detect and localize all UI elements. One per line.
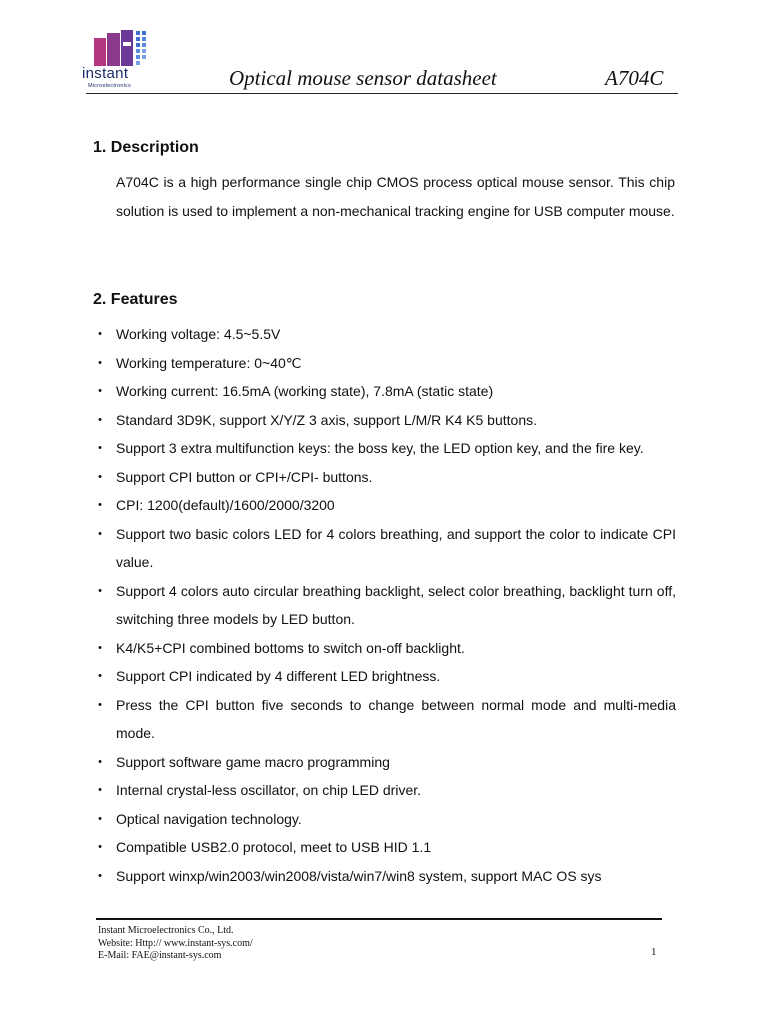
footer-website: Website: Http:// www.instant-sys.com/ [98,937,253,949]
company-logo [82,30,152,90]
feature-text: Working temperature: 0~40℃ [116,354,302,371]
feature-item [94,748,676,777]
feature-text: Support 4 colors auto circular breathing backlight, select color breathing, backlight turn off, switching three models by LED button. [116,582,676,627]
feature-item [94,634,676,663]
bullet-icon: • [98,841,102,853]
feature-text: Support software game macro programming [116,753,390,770]
feature-item [94,434,676,463]
part-number: A704C [605,66,664,90]
footer-contact [98,925,253,963]
feature-item [94,577,676,634]
feature-text: Support 3 extra multifunction keys: the boss key, the LED option key, and the fire key. [116,440,644,456]
bullet-icon: • [98,470,102,483]
page-number: 1 [651,946,657,958]
bullet-icon: • [98,328,102,340]
bullet-icon: • [98,812,102,825]
feature-item [94,463,676,492]
feature-item [94,862,676,891]
logo-subtitle: Microelectronics [88,83,131,89]
bullet-icon: • [98,356,102,369]
feature-text: Optical navigation technology. [116,810,302,827]
feature-item [94,805,676,834]
footer-divider [96,918,662,920]
feature-text: Support CPI indicated by 4 different LED brightness. [116,668,441,684]
feature-text: Standard 3D9K, support X/Y/Z 3 axis, support L/M/R K4 K5 buttons. [116,411,537,428]
features-list [94,320,676,890]
feature-item [94,377,676,406]
feature-item [94,320,676,349]
feature-text: Working voltage: 4.5~5.5V [116,326,281,342]
feature-item [94,833,676,862]
feature-text: Compatible USB2.0 protocol, meet to USB HID 1.1 [116,839,432,855]
feature-text: Working current: 16.5mA (working state), 7.8mA (static state) [116,383,494,399]
bullet-icon: • [98,584,102,597]
feature-text: CPI: 1200(default)/1600/2000/3200 [116,497,335,513]
bullet-icon: • [98,755,102,768]
feature-text: Support CPI button or CPI+/CPI- buttons. [116,468,373,485]
feature-item [94,691,676,748]
feature-item [94,349,676,378]
bullet-icon: • [98,869,102,882]
document-title: Optical mouse sensor datasheet [229,66,497,90]
feature-text: Support winxp/win2003/win2008/vista/win7/win8 system, support MAC OS sys [116,867,602,884]
logo-wordmark: instant [82,65,129,82]
feature-text: K4/K5+CPI combined bottoms to switch on-off backlight. [116,639,465,656]
feature-text: Support two basic colors LED for 4 colors breathing, and support the color to indicate CPI value. [116,525,676,570]
footer-email: E-Mail: FAE@instant-sys.com [98,950,222,961]
bullet-icon: • [98,670,102,682]
footer-company: Instant Microelectronics Co., Ltd. [98,925,234,936]
feature-item [94,662,676,691]
feature-text: Press the CPI button five seconds to change between normal mode and multi-media mode. [116,696,676,741]
feature-item [94,406,676,435]
description-paragraph: A704C is a high performance single chip CMOS process optical mouse sensor. This chip solution is used to implement a non-mechanical tracking engine for USB computer mouse. [116,174,675,219]
feature-text: Internal crystal-less oscillator, on chip LED driver. [116,782,422,798]
feature-item [94,520,676,577]
instant-logo-mark-icon [94,30,150,66]
header-divider [86,93,678,94]
bullet-icon: • [98,499,102,511]
bullet-icon: • [98,698,102,711]
feature-item [94,491,676,520]
bullet-icon: • [98,527,102,540]
bullet-icon: • [98,641,102,654]
feature-item [94,776,676,805]
description-heading: 1. Description [93,139,199,156]
bullet-icon: • [98,385,102,397]
bullet-icon: • [98,442,102,454]
bullet-icon: • [98,413,102,426]
bullet-icon: • [98,784,102,796]
features-heading: 2. Features [93,291,178,308]
